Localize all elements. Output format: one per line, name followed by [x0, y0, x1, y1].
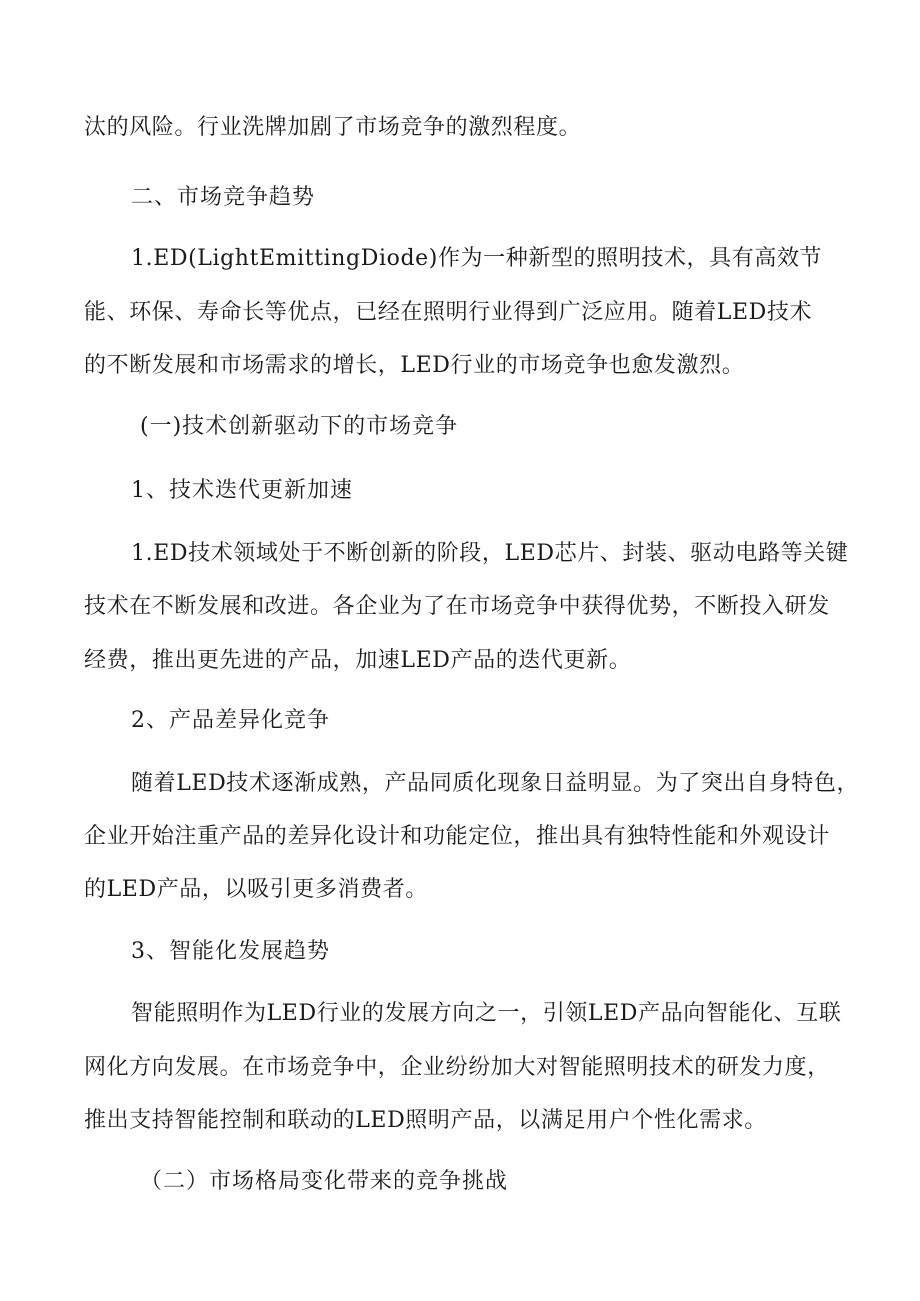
- section-heading: 二、市场竞争趋势: [131, 185, 316, 210]
- paragraph-line: 技术在不断发展和改进。各企业为了在市场竞争中获得优势，不断投入研发: [84, 594, 830, 619]
- paragraph-line: 推出支持智能控制和联动的LED照明产品，以满足用户个性化需求。: [84, 1108, 767, 1133]
- paragraph-line: 的LED产品，以吸引更多消费者。: [84, 877, 428, 902]
- paragraph-line: 能、环保、寿命长等优点，已经在照明行业得到广泛应用。随着LED技术: [84, 300, 813, 325]
- paragraph-line: 的不断发展和市场需求的增长，LED行业的市场竞争也愈发激烈。: [84, 353, 745, 378]
- paragraph-line: 企业开始注重产品的差异化设计和功能定位，推出具有独特性能和外观设计: [84, 824, 830, 849]
- item-heading: 2、产品差异化竞争: [131, 708, 330, 733]
- subsection-heading: (一)技术创新驱动下的市场竞争: [140, 414, 459, 439]
- paragraph-line: 汰的风险。行业洗牌加剧了市场竞争的激烈程度。: [84, 115, 582, 140]
- item-heading: 3、智能化发展趋势: [131, 939, 330, 964]
- subsection-heading: （二）市场格局变化带来的竞争挑战: [140, 1169, 509, 1194]
- paragraph-line: 经费，推出更先进的产品，加速LED产品的迭代更新。: [84, 648, 632, 673]
- paragraph-line: 网化方向发展。在市场竞争中，企业纷纷加大对智能照明技术的研发力度，: [84, 1055, 830, 1080]
- paragraph-line: 智能照明作为LED行业的发展方向之一，引领LED产品向智能化、互联: [131, 1001, 842, 1026]
- item-heading: 1、技术迭代更新加速: [131, 478, 353, 503]
- paragraph-line: 随着LED技术逐渐成熟，产品同质化现象日益明显。为了突出自身特色，: [131, 771, 860, 796]
- paragraph-line: 1.ED技术领域处于不断创新的阶段，LED芯片、封装、驱动电路等关键: [131, 541, 849, 566]
- paragraph-line: 1.ED(LightEmittingDiode)作为一种新型的照明技术，具有高效节: [131, 246, 823, 271]
